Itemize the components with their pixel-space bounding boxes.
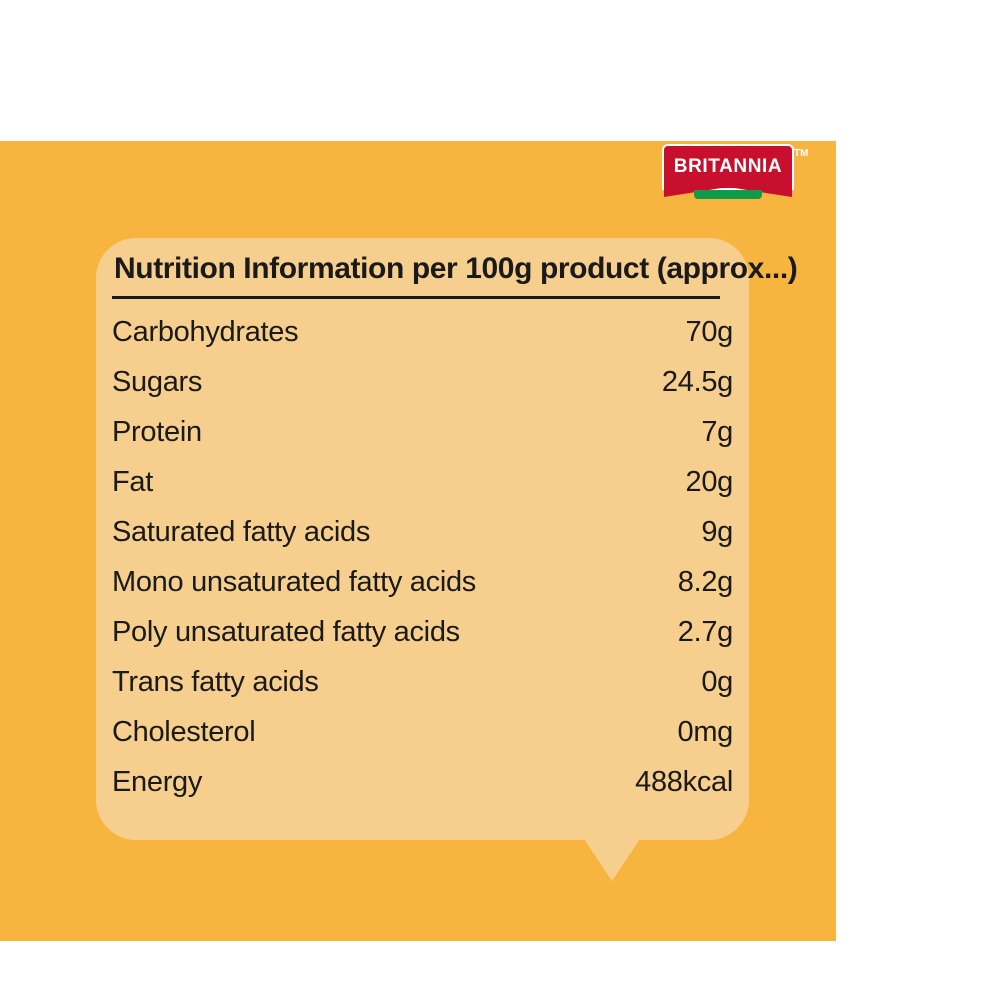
table-row [112, 407, 733, 457]
table-row [112, 457, 733, 507]
title-divider [112, 296, 720, 299]
nutrition-title: Nutrition Information per 100g product (approx...) [114, 252, 798, 285]
brand-green-swoosh [694, 190, 762, 199]
nutrient-value: 70g [685, 316, 733, 348]
nutrient-label: Trans fatty acids [112, 666, 319, 698]
nutrient-label: Protein [112, 416, 202, 448]
table-row [112, 507, 733, 557]
nutrient-label: Fat [112, 466, 153, 498]
table-row [112, 307, 733, 357]
table-row [112, 707, 733, 757]
nutrient-label: Poly unsaturated fatty acids [112, 616, 460, 648]
table-row [112, 657, 733, 707]
brittania-brand-logo [664, 146, 814, 194]
nutrient-value: 8.2g [677, 566, 733, 598]
table-row [112, 607, 733, 657]
nutrient-label: Carbohydrates [112, 316, 299, 348]
nutrient-label: Mono unsaturated fatty acids [112, 566, 476, 598]
nutrient-label: Cholesterol [112, 716, 256, 748]
nutrient-label: Sugars [112, 366, 203, 398]
nutrient-value: 0mg [677, 716, 733, 748]
nutrient-value: 7g [701, 416, 733, 448]
nutrient-value: 20g [685, 466, 733, 498]
nutrient-value: 24.5g [661, 366, 733, 398]
speech-bubble-tail [580, 833, 644, 881]
nutrient-value: 488kcal [635, 766, 733, 798]
nutrient-label: Energy [112, 766, 203, 798]
nutrient-value: 0g [701, 666, 733, 698]
table-row [112, 557, 733, 607]
table-row [112, 757, 733, 807]
table-row [112, 357, 733, 407]
nutrient-value: 2.7g [677, 616, 733, 648]
trademark-symbol: TM [794, 148, 809, 159]
nutrition-rows [110, 307, 735, 807]
nutrient-value: 9g [701, 516, 733, 548]
nutrient-label: Saturated fatty acids [112, 516, 371, 548]
nutrition-information-panel [110, 252, 798, 822]
brand-name-text: BRITANNIA [673, 156, 783, 177]
